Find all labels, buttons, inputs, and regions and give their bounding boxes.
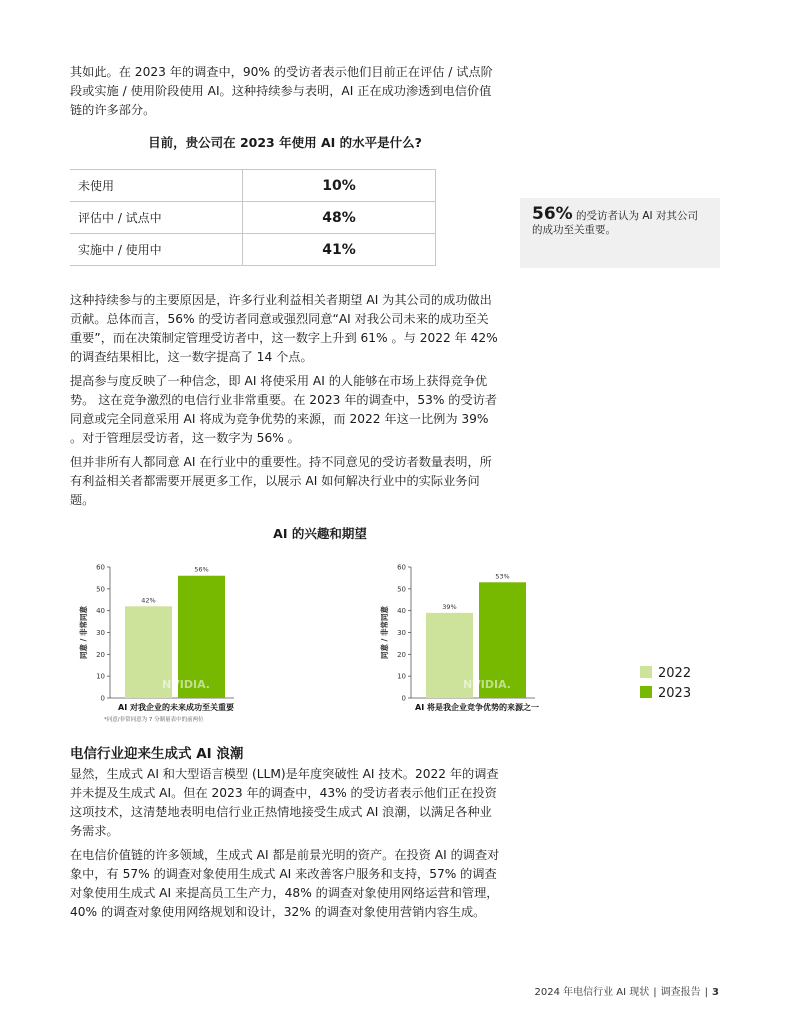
table-title: 目前，贵公司在 2023 年使用 AI 的水平是什么?: [148, 135, 422, 150]
charts-title: AI 的兴趣和期望: [273, 526, 367, 541]
footer-report-title: 2024 年电信行业 AI 现状: [534, 987, 650, 998]
chart-future-success: [76, 560, 276, 730]
y-tick-label: 40: [397, 607, 406, 616]
section-heading: 电信行业迎来生成式 AI 浪潮: [70, 746, 244, 762]
y-tick-label: 40: [96, 607, 105, 616]
callout-text: 的受访者认为 AI 对其公司的成功至关重要。: [532, 210, 698, 236]
y-tick-label: 50: [397, 585, 406, 594]
data-label: 42%: [141, 596, 156, 605]
page-footer: [535, 983, 720, 998]
legend-swatch-2022: [640, 666, 652, 678]
chart-title: AI 将是我企业竞争优势的来源之一: [415, 703, 539, 712]
footer-separator: |: [704, 987, 709, 998]
nvidia-watermark: NVIDIA.: [463, 678, 511, 691]
body-paragraph-3: 但并非所有人都同意 AI 在行业中的重要性。持不同意见的受访者数量表明，所有利益相关者都需要开展更多工作，以展示 AI 如何解决行业中的实际业务问题。: [70, 455, 492, 507]
stat-callout: [520, 198, 720, 268]
y-tick-label: 50: [96, 585, 105, 594]
data-label: 53%: [495, 572, 510, 581]
legend-item-2023: [640, 686, 691, 701]
row-value: 48%: [243, 202, 436, 234]
legend-label: 2022: [658, 666, 692, 681]
data-label: 56%: [194, 565, 209, 574]
y-tick-label: 30: [96, 629, 105, 637]
y-tick-label: 60: [397, 563, 406, 572]
ai-usage-table: [70, 169, 436, 266]
row-label: 评估中 / 试点中: [70, 202, 243, 234]
row-label: 实施中 / 使用中: [70, 234, 243, 266]
legend-swatch-2023: [640, 686, 652, 698]
legend-label: 2023: [658, 686, 692, 701]
nvidia-watermark: NVIDIA.: [162, 678, 210, 691]
y-axis-label: 同意 / 非常同意: [79, 606, 88, 659]
callout-stat: 56%: [532, 204, 573, 224]
page-number: 3: [712, 987, 719, 998]
body-paragraph-2: 提高参与度反映了一种信念，即 AI 将使采用 AI 的人能够在市场上获得竞争优势。 这在竞争激烈的电信行业非常重要。在 2023 年的调查中，53% 的受访者同意或完全同意采用 AI 将成为竞争优势的来源，而 2022 年这一比例为 39% 。对于管理层受访者，这一数字为 56% 。: [70, 374, 498, 445]
row-label: 未使用: [70, 170, 243, 202]
data-label: 39%: [442, 602, 457, 611]
section-paragraph-2: 在电信价值链的许多领域，生成式 AI 都是前景光明的资产。在投资 AI 的调查对象中，有 57% 的调查对象使用生成式 AI 来改善客户服务和支持，57% 的调查对象使用生成式 AI 来提高员工生产力，48% 的调查对象使用网络运营和管理，40% 的调查对象使用网络规划和设计，32% 的调查对象使用营销内容生成。: [70, 848, 500, 919]
y-tick-label: 0: [100, 694, 105, 703]
y-tick-label: 10: [96, 672, 105, 681]
footer-separator: |: [653, 987, 657, 998]
y-tick-label: 20: [397, 650, 406, 659]
row-value: 41%: [243, 234, 436, 266]
y-tick-label: 0: [401, 694, 406, 703]
footer-report-type: 调查报告: [660, 987, 701, 998]
row-value: 10%: [243, 170, 436, 202]
body-paragraph-1: 这种持续参与的主要原因是，许多行业利益相关者期望 AI 为其公司的成功做出贡献。总体而言，56% 的受访者同意或强烈同意“AI 对我公司未来的成功至关重要”，而在决策制定管理受访者中，这一数字上升到 61% 。与 2022 年 42% 的调查结果相比，这一数字提高了 14 个点。: [70, 293, 498, 364]
chart-competitive-advantage: [377, 560, 577, 730]
table-row: [70, 170, 436, 202]
legend-item-2022: [640, 666, 691, 681]
y-axis-label: 同意 / 非常同意: [380, 606, 389, 659]
chart-footnote: *同意/非常同意为 7 分制量表中的前两位: [104, 717, 204, 723]
y-tick-label: 10: [397, 672, 406, 681]
intro-paragraph: 其如此。在 2023 年的调查中，90% 的受访者表示他们目前正在评估 / 试点阶段或实施 / 使用阶段使用 AI。这种持续参与表明，AI 正在成功渗透到电信价值链的许多部分。: [70, 65, 493, 117]
table-row: [70, 202, 436, 234]
y-tick-label: 20: [96, 650, 105, 659]
table-row: [70, 234, 436, 266]
chart-title: AI 对我企业的未来成功至关重要: [118, 703, 234, 712]
y-tick-label: 30: [397, 629, 406, 637]
y-tick-label: 60: [96, 563, 105, 572]
section-paragraph-1: 显然，生成式 AI 和大型语言模型 (LLM)是年度突破性 AI 技术。2022 年的调查并未提及生成式 AI。但在 2023 年的调查中，43% 的受访者表示他们正在投资这项技术，这清楚地表明电信行业正热情地接受生成式 AI 浪潮，以满足各种业务需求。: [70, 767, 499, 838]
